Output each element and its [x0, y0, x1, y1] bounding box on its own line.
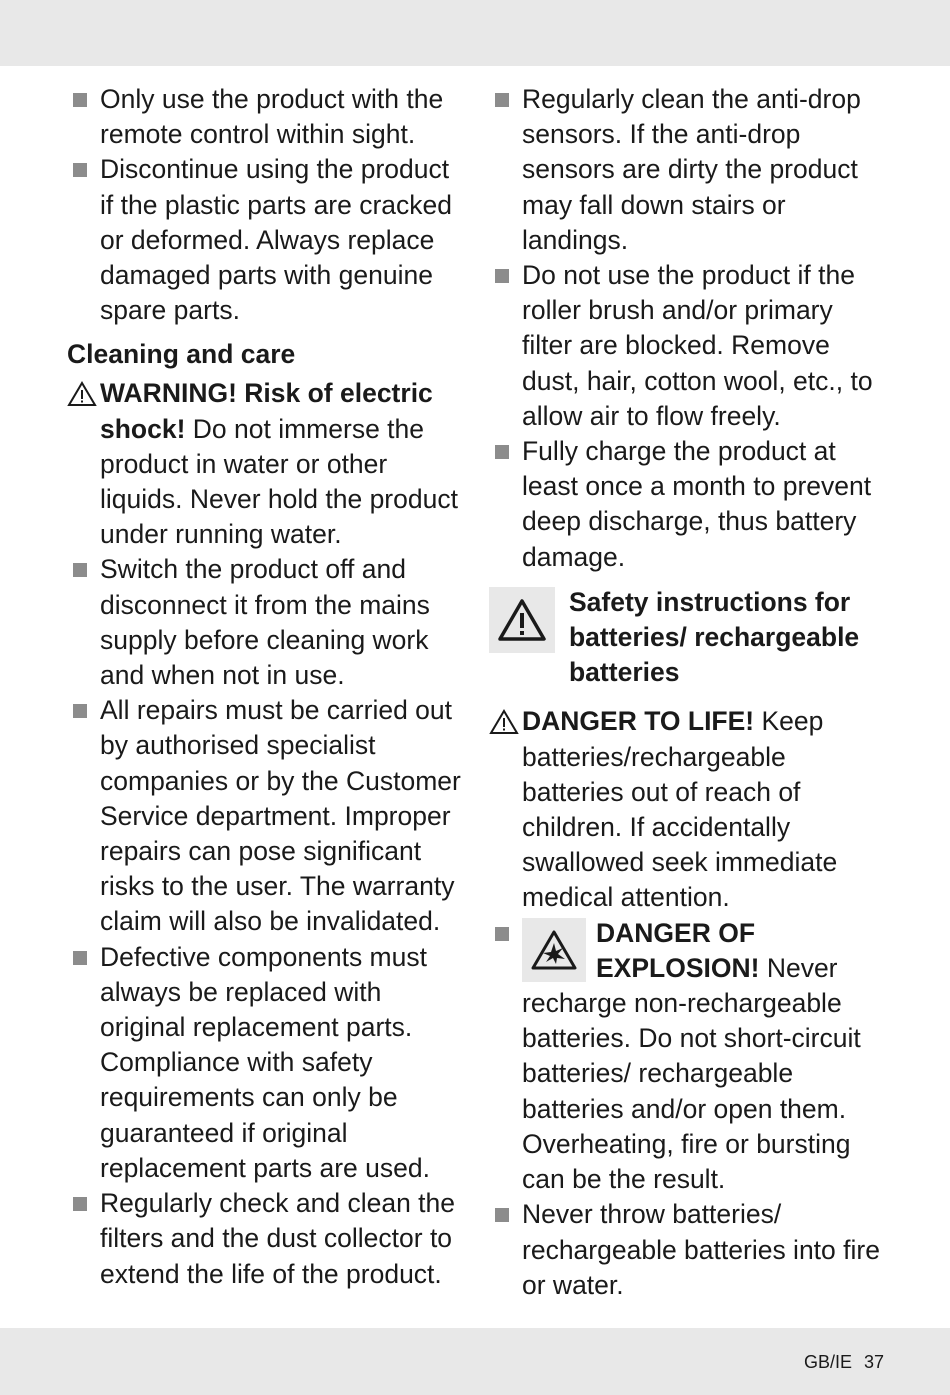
danger-label: DANGER TO LIFE!	[522, 706, 755, 737]
section-title: Cleaning and care	[67, 339, 296, 370]
bullet-square	[73, 563, 87, 577]
explosion-label: DANGER OF EXPLOSION!	[596, 917, 760, 983]
item-text: All repairs must be carried out by authorised specialist companies or by the Customer Service department. Improper repairs can pose significant risks to the user. The warranty claim will also be invalidated.	[100, 695, 461, 937]
bullet-square	[495, 93, 509, 107]
bullet-square	[73, 163, 87, 177]
warning-triangle-icon	[67, 381, 97, 407]
item-text: Only use the product with the remote control within sight.	[100, 84, 444, 150]
danger-paragraph	[489, 704, 889, 915]
left-column	[67, 82, 462, 1292]
list-item	[67, 940, 462, 1186]
warning-paragraph	[67, 376, 462, 552]
bullet-square	[73, 93, 87, 107]
right-column	[489, 82, 889, 1303]
page-number: 37	[863, 1352, 884, 1372]
bullet-square	[73, 704, 87, 718]
bullet-square	[495, 269, 509, 283]
explosion-text: Never recharge non-rechargeable batteries. Do not short-circuit batteries/ rechargeable batteries and/or open them. Overheating, fire or bursting can be the result.	[522, 952, 861, 1195]
page-footer	[792, 1352, 884, 1373]
item-text: Defective components must always be replaced with original replacement parts. Compliance with safety requirements can only be guaranteed if original replacement parts are used.	[100, 941, 430, 1183]
warning-triangle-icon	[489, 709, 519, 735]
bullet-square	[495, 445, 509, 459]
bullet-square	[73, 951, 87, 965]
warning-text: Do not immerse the product in water or other liquids. Never hold the product under running water.	[100, 413, 458, 550]
list-item	[67, 152, 462, 328]
item-text: Never throw batteries/ rechargeable batteries into fire or water.	[522, 1199, 880, 1300]
list-item	[489, 1197, 889, 1303]
list-item	[67, 552, 462, 693]
list-item	[489, 434, 889, 575]
warning-label: WARNING! Risk of electric shock!	[100, 378, 433, 444]
list-item	[67, 693, 462, 939]
safety-warning-icon	[489, 587, 555, 653]
list-item	[67, 1186, 462, 1292]
battery-safety-heading	[489, 585, 889, 691]
list-item	[489, 258, 889, 434]
item-text: Switch the product off and disconnect it from the mains supply before cleaning work and when not in use.	[100, 554, 430, 691]
list-item	[67, 82, 462, 152]
item-text: Fully charge the product at least once a month to prevent deep discharge, thus battery damage.	[522, 436, 872, 572]
item-text: Discontinue using the product if the plastic parts are cracked or deformed. Always replace damaged parts with genuine spare parts.	[100, 154, 453, 326]
header-band	[0, 0, 950, 66]
danger-text: Keep batteries/rechargeable batteries out of reach of children. If accidentally swallowed seek immediate medical attention.	[522, 706, 838, 913]
bullet-square	[495, 927, 509, 941]
list-item	[489, 82, 889, 258]
explosion-item	[489, 916, 889, 1198]
explosion-warning-icon	[522, 918, 586, 982]
item-text: Regularly clean the anti-drop sensors. If the anti-drop sensors are dirty the product may fall down stairs or landings.	[522, 84, 861, 255]
footer-region: GB/IE	[803, 1352, 852, 1372]
bullet-square	[73, 1197, 87, 1211]
item-text: Regularly check and clean the filters and the dust collector to extend the life of the product.	[100, 1188, 456, 1289]
item-text: Do not use the product if the roller brush and/or primary filter are blocked. Remove dust, hair, cotton wool, etc., to allow air to flow freely.	[522, 260, 873, 431]
safety-title: Safety instructions for batteries/ rechargeable batteries	[569, 586, 860, 688]
bullet-square	[495, 1208, 509, 1222]
